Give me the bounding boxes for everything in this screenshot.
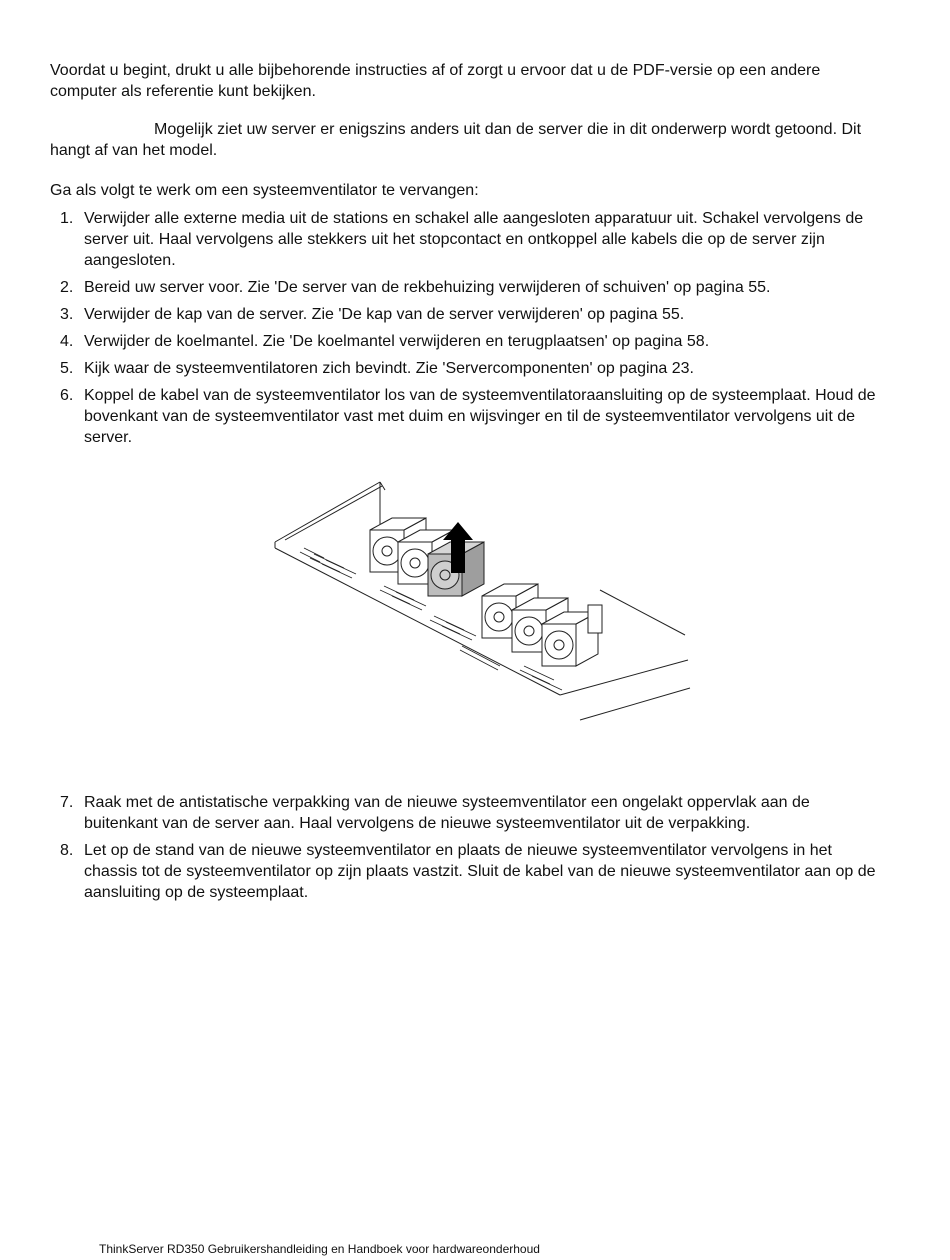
step-number: 5. (60, 360, 74, 377)
step-text: Verwijder alle externe media uit de stations en schakel alle aangesloten apparatuur uit. Schakel vervolgens de server uit. Haal vervolgens alle stekkers uit het stopcontact en ontkoppel alle kabels die op de server zijn aangesloten. (84, 210, 864, 269)
step-number: 2. (60, 279, 74, 296)
list-item (50, 304, 880, 325)
page-footer: ThinkServer RD350 Gebruikershandleiding en Handboek voor hardwareonderhoud (99, 1242, 540, 1256)
fan-removal-illustration (270, 470, 700, 730)
intro-paragraph: Voordat u begint, drukt u alle bijbehorende instructies af of zorgt u ervoor dat u de PDF-versie op een andere computer als referentie kunt bekijken. (50, 62, 821, 100)
note-paragraph (50, 119, 890, 161)
step-number: 4. (60, 333, 74, 350)
steps-list-after (50, 792, 880, 909)
step-number: 8. (60, 842, 74, 859)
step-text: Verwijder de kap van de server. Zie 'De kap van de server verwijderen' op pagina 55. (84, 306, 685, 323)
step-text: Let op de stand van de nieuwe systeemventilator en plaats de nieuwe systeemventilator vervolgens in het chassis tot de systeemventilator op zijn plaats vastzit. Sluit de kabel van de nieuwe systeemventilator aan op de aansluiting op de systeemplaat. (84, 842, 876, 901)
step-number: 6. (60, 387, 74, 404)
step-text: Bereid uw server voor. Zie 'De server van de rekbehuizing verwijderen of schuiven' op pagina 55. (84, 279, 771, 296)
step-text: Raak met de antistatische verpakking van de nieuwe systeemventilator een ongelakt oppervlak aan de buitenkant van de server aan. Haal vervolgens de nieuwe systeemventilator uit de verpakking. (84, 794, 810, 832)
list-item (50, 385, 880, 448)
list-item (50, 792, 880, 834)
step-text: Koppel de kabel van de systeemventilator los van de systeemventilatoraansluiting op de systeemplaat. Houd de bovenkant van de systeemventilator vast met duim en wijsvinger en til de systeemventilator vervolgens uit de server. (84, 387, 876, 446)
step-number: 7. (60, 794, 74, 811)
list-item (50, 208, 880, 271)
list-item (50, 840, 880, 903)
step-text: Verwijder de koelmantel. Zie 'De koelmantel verwijderen en terugplaatsen' op pagina 58. (84, 333, 710, 350)
list-item (50, 358, 880, 379)
steps-list-before (50, 208, 880, 454)
step-number: 1. (60, 210, 74, 227)
step-number: 3. (60, 306, 74, 323)
list-item (50, 277, 880, 298)
step-text: Kijk waar de systeemventilatoren zich bevindt. Zie 'Servercomponenten' op pagina 23. (84, 360, 694, 377)
note-text: Mogelijk ziet uw server er enigszins anders uit dan de server die in dit onderwerp wordt getoond. Dit hangt af van het model. (50, 121, 862, 159)
procedure-lead: Ga als volgt te werk om een systeemventilator te vervangen: (50, 182, 479, 199)
list-item (50, 331, 880, 352)
